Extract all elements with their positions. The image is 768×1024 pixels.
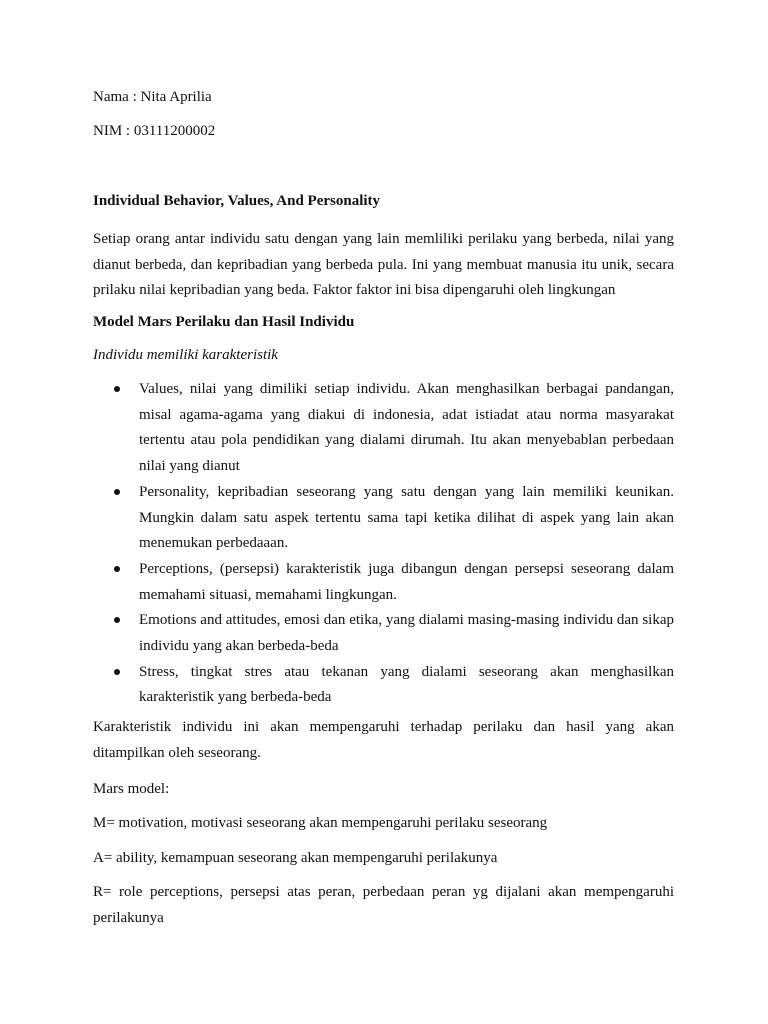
- mars-item-m: M= motivation, motivasi seseorang akan mempengaruhi perilaku seseorang: [93, 815, 548, 831]
- list-item: [93, 608, 674, 659]
- student-name: Nama : Nita Aprilia: [93, 89, 212, 105]
- bullet-icon: [114, 617, 120, 623]
- document-title: Individual Behavior, Values, And Personality: [93, 193, 381, 209]
- subheading: Individu memiliki karakteristik: [93, 347, 278, 363]
- characteristics-list: [93, 377, 674, 711]
- student-nim: NIM : 03111200002: [93, 123, 216, 139]
- list-item-text: Perceptions, (persepsi) karakteristik juga dibangun dengan persepsi seseorang dalam memahami situasi, memahami lingkungan.: [139, 560, 674, 603]
- list-item-text: Values, nilai yang dimiliki setiap individu. Akan menghasilkan berbagai pandangan, misal agama-agama yang diakui di indonesia, adat istiadat atau norma masyarakat tertentu atau pola pendidikan yang dialami dirumah. Itu akan menyebablan perbedaan nilai yang dianut: [139, 381, 674, 475]
- bullet-icon: [114, 489, 120, 495]
- intro-paragraph: Setiap orang antar individu satu dengan yang lain memliliki perilaku yang berbeda, nilai yang dianut berbeda, dan kepribadian yang berbeda pula. Ini yang membuat manusia itu unik, secara prilaku nilai kepribadian yang beda. Faktor faktor ini bisa dipengaruhi oleh lingkungan: [93, 231, 674, 299]
- list-item-text: Personality, kepribadian seseorang yang satu dengan yang lain memiliki keunikan. Mungkin dalam satu aspek tertentu sama tapi ketika dilihat di aspek yang lain akan menemukan perbedaaan.: [139, 483, 674, 552]
- bullet-icon: [114, 386, 120, 392]
- list-item: [93, 660, 674, 711]
- mars-model-label: Mars model:: [93, 781, 170, 797]
- mars-item-a: A= ability, kemampuan seseorang akan mempengaruhi perilakunya: [93, 850, 498, 866]
- section-heading: Model Mars Perilaku dan Hasil Individu: [93, 314, 355, 330]
- list-item-text: Emotions and attitudes, emosi dan etika, yang dialami masing-masing individu dan sikap individu yang akan berbeda-beda: [139, 612, 674, 655]
- bullet-icon: [114, 669, 120, 675]
- mars-item-r: R= role perceptions, persepsi atas peran, perbedaan peran yg dijalani akan mempengaruhi perilakunya: [93, 884, 674, 926]
- bullet-icon: [114, 566, 120, 572]
- list-item: [93, 557, 674, 608]
- list-item: [93, 480, 674, 557]
- list-item: [93, 377, 674, 480]
- conclusion-paragraph: Karakteristik individu ini akan mempengaruhi terhadap perilaku dan hasil yang akan ditampilkan oleh seseorang.: [93, 719, 674, 761]
- list-item-text: Stress, tingkat stres atau tekanan yang dialami seseorang akan menghasilkan karakteristik yang berbeda-beda: [139, 663, 674, 706]
